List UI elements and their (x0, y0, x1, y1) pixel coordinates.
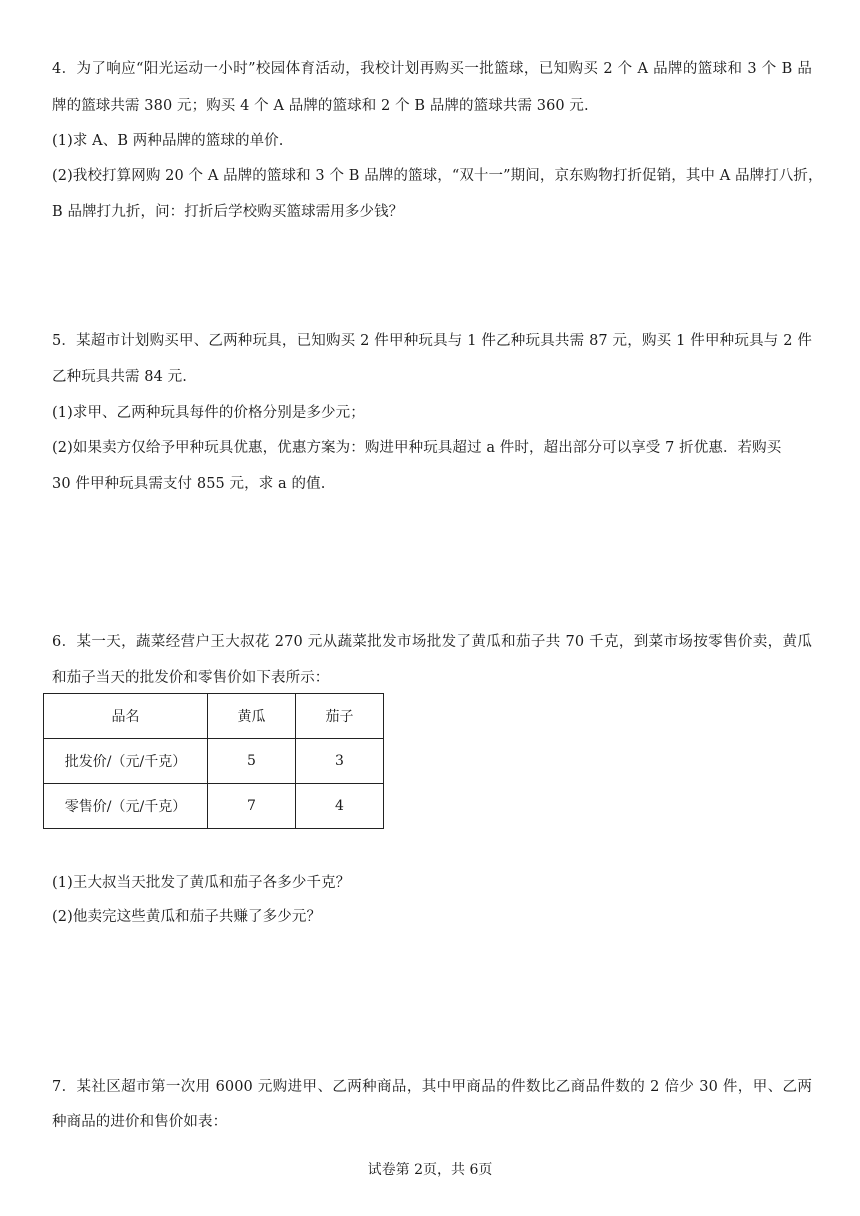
q7-stem-line2: 种商品的进价和售价如表： (52, 1114, 228, 1130)
q6-part1: (1)王大叔当天批发了黄瓜和茄子各多少千克？ (52, 875, 351, 891)
q5-stem-line2: 乙种玩具共需 84 元. (52, 369, 187, 385)
q4-stem-line2: 牌的篮球共需 380 元；购买 4 个 A 品牌的篮球和 2 个 B 品牌的篮球共需 360 元. (52, 98, 589, 114)
table-row (44, 784, 384, 829)
table-cell: 3 (296, 739, 384, 784)
table-cell: 4 (296, 784, 384, 829)
q4-part2-line1: (2)我校打算网购 20 个 A 品牌的篮球和 3 个 B 品牌的篮球，“双十一”期间，京东购物打折促销，其中 A 品牌打八折， (52, 168, 823, 184)
table-header-cell: 品名 (44, 694, 208, 739)
table-cell: 零售价/（元/千克） (44, 784, 208, 829)
q4-part2-line2: B 品牌打九折，问：打折后学校购买篮球需用多少钱？ (52, 204, 404, 220)
q5-part1: (1)求甲、乙两种玩具每件的价格分别是多少元； (52, 405, 365, 421)
q5-part2-line2: 30 件甲种玩具需支付 855 元，求 a 的值. (52, 476, 326, 492)
q5-part2-line1: (2)如果卖方仅给予甲种玩具优惠，优惠方案为：购进甲种玩具超过 a 件时，超出部分可以享受 7 折优惠．若购买 (52, 440, 782, 456)
table-cell: 批发价/（元/千克） (44, 739, 208, 784)
q4-part1: (1)求 A、B 两种品牌的篮球的单价. (52, 133, 284, 149)
price-table (43, 693, 384, 829)
table-header-cell: 茄子 (296, 694, 384, 739)
table-cell: 7 (208, 784, 296, 829)
table-row (44, 739, 384, 784)
q6-part2: (2)他卖完这些黄瓜和茄子共赚了多少元？ (52, 909, 322, 925)
table-header-cell: 黄瓜 (208, 694, 296, 739)
page-footer: 试卷第 2页，共 6页 (367, 1162, 493, 1178)
q6-stem-line2: 和茄子当天的批发价和零售价如下表所示： (52, 670, 330, 686)
q4-stem-line1: 4．为了响应“阳光运动一小时”校园体育活动，我校计划再购买一批篮球，已知购买 2 个 A 品牌的篮球和 3 个 B 品 (52, 61, 812, 77)
q7-stem-line1: 7．某社区超市第一次用 6000 元购进甲、乙两种商品，其中甲商品的件数比乙商品件数的 2 倍少 30 件，甲、乙两 (52, 1079, 812, 1095)
q5-stem-line1: 5．某超市计划购买甲、乙两种玩具，已知购买 2 件甲种玩具与 1 件乙种玩具共需 87 元，购买 1 件甲种玩具与 2 件 (52, 333, 812, 349)
q6-stem-line1: 6．某一天，蔬菜经营户王大叔花 270 元从蔬菜批发市场批发了黄瓜和茄子共 70 千克，到菜市场按零售价卖，黄瓜 (52, 634, 812, 650)
table-cell: 5 (208, 739, 296, 784)
table-header-row (44, 694, 384, 739)
